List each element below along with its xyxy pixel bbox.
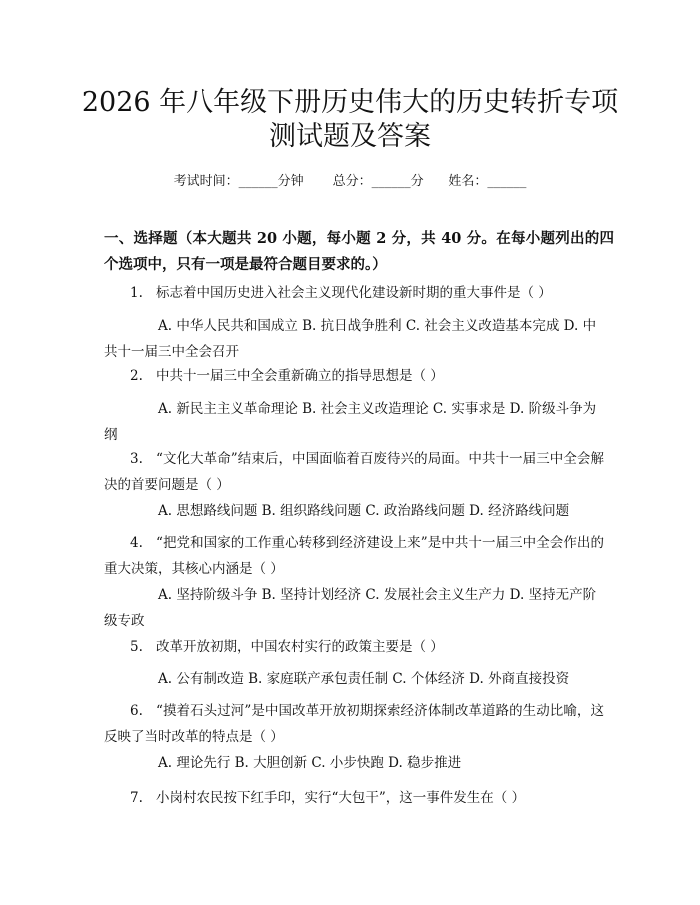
question-2-options: [104, 396, 604, 448]
question-number: 1.: [130, 285, 143, 301]
question-6-options: [104, 750, 604, 776]
time-unit: 分钟: [277, 174, 304, 189]
options-text: A. 理论先行 B. 大胆创新 C. 小步快跑 D. 稳步推进: [158, 755, 462, 771]
score-blank: ______: [371, 174, 411, 189]
question-number: 7.: [130, 790, 143, 806]
question-number: 3.: [130, 451, 143, 467]
name-blank: ______: [487, 174, 527, 189]
question-7: [104, 785, 604, 811]
question-4: [104, 530, 604, 582]
question-1: [104, 280, 604, 306]
question-number: 2.: [130, 368, 143, 384]
options-text: A. 坚持阶级斗争 B. 坚持计划经济 C. 发展社会主义生产力 D. 坚持无产阶级专政: [104, 587, 597, 629]
question-3-options: [104, 498, 604, 524]
question-text: 中共十一届三中全会重新确立的指导思想是（ ）: [156, 368, 444, 384]
section-heading: 一、选择题（本大题共 20 小题，每小题 2 分，共 40 分。在每小题列出的四个选项中，只有一项是最符合题目要求的。）: [104, 230, 614, 273]
question-text: 标志着中国历史进入社会主义现代化建设新时期的重大事件是（ ）: [156, 285, 552, 301]
question-5: [104, 634, 604, 660]
score-unit: 分: [410, 174, 424, 189]
question-number: 5.: [130, 639, 143, 655]
time-blank: ______: [238, 174, 278, 189]
options-text: A. 思想路线问题 B. 组织路线问题 C. 政治路线问题 D. 经济路线问题: [158, 503, 570, 519]
options-text: A. 公有制改造 B. 家庭联产承包责任制 C. 个体经济 D. 外商直接投资: [158, 671, 570, 687]
score-label: 总分：: [332, 174, 372, 189]
question-text: “摸着石头过河”是中国改革开放初期探索经济体制改革道路的生动比喻，这反映了当时改革的特点是（ ）: [104, 703, 604, 745]
page-title: 2026 年八年级下册历史伟大的历史转折专项: [81, 87, 619, 118]
options-text: A. 新民主主义革命理论 B. 社会主义改造理论 C. 实事求是 D. 阶级斗争为纲: [104, 401, 597, 443]
page-title-line2: 测试题及答案: [269, 121, 431, 152]
exam-info: [0, 170, 700, 189]
options-text: A. 中华人民共和国成立 B. 抗日战争胜利 C. 社会主义改造基本完成 D. 中共十一届三中全会召开: [104, 318, 597, 360]
time-label: 考试时间：: [173, 174, 239, 189]
question-1-options: [104, 313, 604, 365]
question-number: 6.: [130, 703, 143, 719]
name-label: 姓名：: [448, 174, 488, 189]
question-text: 小岗村农民按下红手印，实行“大包干”，这一事件发生在（ ）: [156, 790, 526, 806]
question-5-options: [104, 666, 604, 692]
question-text: “文化大革命”结束后，中国面临着百废待兴的局面。中共十一届三中全会解决的首要问题是（ ）: [104, 451, 604, 493]
question-text: 改革开放初期，中国农村实行的政策主要是（ ）: [156, 639, 444, 655]
question-6: [104, 698, 604, 750]
question-4-options: [104, 582, 604, 634]
question-number: 4.: [130, 535, 143, 551]
question-text: “把党和国家的工作重心转移到经济建设上来”是中共十一届三中全会作出的重大决策，其核心内涵是（ ）: [104, 535, 604, 577]
question-3: [104, 446, 604, 498]
question-2: [104, 363, 604, 389]
